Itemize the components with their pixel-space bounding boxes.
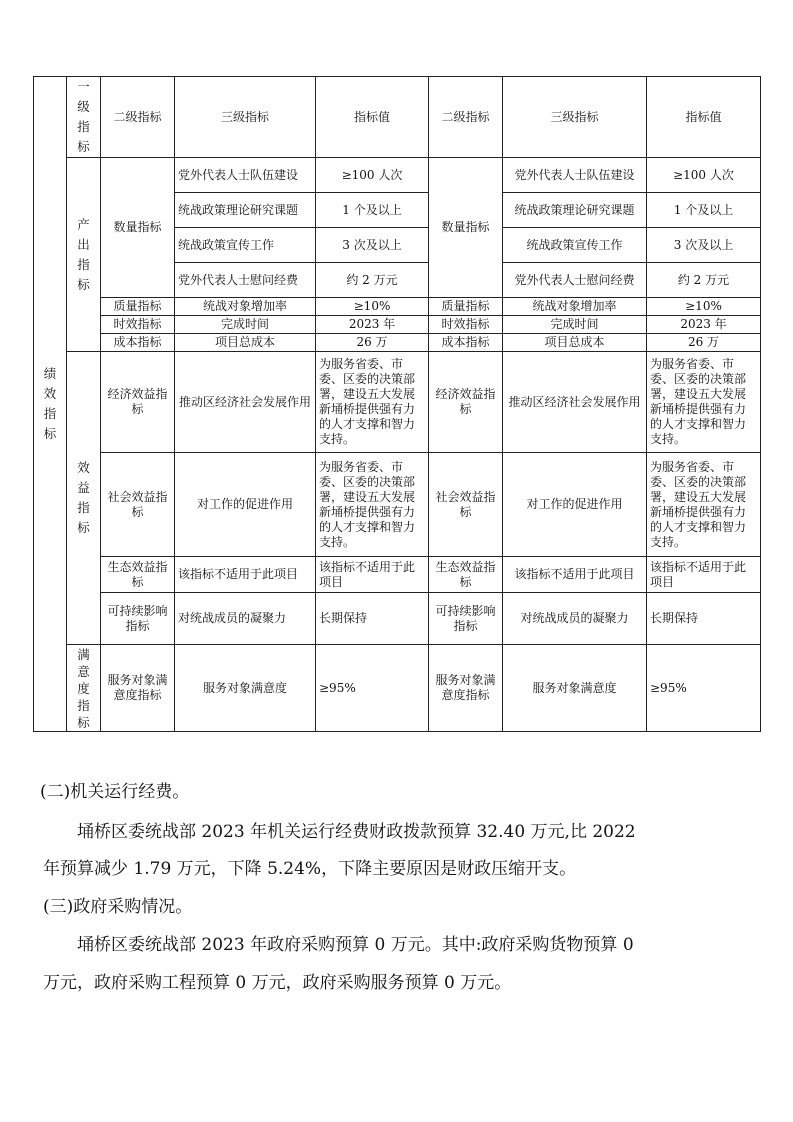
satisfaction-sub-label: 服务对象满意度指标 [101, 645, 175, 732]
indicator-name: 党外代表人士慰问经费 [503, 263, 647, 298]
indicator-name: 推动区经济社会发展作用 [503, 352, 647, 453]
quality-label: 质量指标 [101, 298, 175, 316]
table-row [34, 158, 761, 193]
cost-label: 成本指标 [101, 334, 175, 352]
indicator-name: 统战政策理论研究课题 [503, 193, 647, 228]
benefit-label-cell: 效 益 指 标 [67, 352, 101, 645]
table-row [34, 334, 761, 352]
header-level3-right: 三级指标 [503, 77, 647, 158]
performance-indicator-table [33, 76, 761, 732]
indicator-value: 为服务省委、市委、区委的决策部署，建设五大发展新埇桥提供强有力的人才支撑和智力支持。 [316, 352, 429, 453]
social-label: 社会效益指标 [429, 453, 503, 557]
indicator-name: 该指标不适用于此项目 [175, 557, 316, 593]
table-row [34, 453, 761, 557]
quantity-label-left: 数量指标 [101, 158, 175, 298]
header-level3-left: 三级指标 [175, 77, 316, 158]
indicator-value: ≥10% [316, 298, 429, 316]
ecological-label: 生态效益指标 [101, 557, 175, 593]
table-row [34, 645, 761, 732]
indicator-name: 服务对象满意度 [503, 645, 647, 732]
indicator-name: 推动区经济社会发展作用 [175, 352, 316, 453]
timeliness-label: 时效指标 [101, 316, 175, 334]
section-title-operating-funds: (二)机关运行经费。 [40, 782, 190, 802]
table-row [34, 298, 761, 316]
indicator-name: 党外代表人士队伍建设 [503, 158, 647, 193]
indicator-name: 完成时间 [503, 316, 647, 334]
indicator-value: ≥100 人次 [316, 158, 429, 193]
indicator-value: 为服务省委、市委、区委的决策部署，建设五大发展新埇桥提供强有力的人才支撑和智力支持。 [647, 453, 761, 557]
indicator-value: ≥10% [647, 298, 761, 316]
indicator-value: ≥95% [316, 645, 429, 732]
header-value-right: 指标值 [647, 77, 761, 158]
header-level1: 一 级 指 标 [67, 77, 101, 158]
indicator-value: 该指标不适用于此项目 [647, 557, 761, 593]
indicator-name: 统战对象增加率 [175, 298, 316, 316]
timeliness-label: 时效指标 [429, 316, 503, 334]
indicator-name: 统战政策宣传工作 [503, 228, 647, 263]
satisfaction-sub-label: 服务对象满意度指标 [429, 645, 503, 732]
indicator-value: ≥100 人次 [647, 158, 761, 193]
section-title-procurement: (三)政府采购情况。 [43, 897, 193, 917]
cost-label: 成本指标 [429, 334, 503, 352]
indicator-name: 对统战成员的凝聚力 [503, 593, 647, 645]
indicator-value: 约 2 万元 [647, 263, 761, 298]
indicator-name: 统战对象增加率 [503, 298, 647, 316]
indicator-name: 完成时间 [175, 316, 316, 334]
header-value-left: 指标值 [316, 77, 429, 158]
indicator-value: 3 次及以上 [316, 228, 429, 263]
indicator-name: 统战政策理论研究课题 [175, 193, 316, 228]
output-label-cell: 产 出 指 标 [67, 158, 101, 352]
table-row [34, 557, 761, 593]
indicator-name: 项目总成本 [503, 334, 647, 352]
economic-label: 经济效益指标 [101, 352, 175, 453]
sustainable-label: 可持续影响指标 [101, 593, 175, 645]
table-header-row [34, 77, 761, 158]
outer-label-cell: 绩 效 指 标 [34, 77, 67, 732]
indicator-name: 该指标不适用于此项目 [503, 557, 647, 593]
indicator-value: 1 个及以上 [316, 193, 429, 228]
indicator-value: 2023 年 [647, 316, 761, 334]
indicator-value: 为服务省委、市委、区委的决策部署，建设五大发展新埇桥提供强有力的人才支撑和智力支持。 [316, 453, 429, 557]
quantity-label-right: 数量指标 [429, 158, 503, 298]
indicator-value: 26 万 [316, 334, 429, 352]
indicator-name: 对统战成员的凝聚力 [175, 593, 316, 645]
indicator-value: 26 万 [647, 334, 761, 352]
indicator-value: 3 次及以上 [647, 228, 761, 263]
indicator-value: 为服务省委、市委、区委的决策部署，建设五大发展新埇桥提供强有力的人才支撑和智力支持。 [647, 352, 761, 453]
indicator-name: 项目总成本 [175, 334, 316, 352]
sustainable-label: 可持续影响指标 [429, 593, 503, 645]
indicator-value: 该指标不适用于此项目 [316, 557, 429, 593]
indicator-name: 党外代表人士队伍建设 [175, 158, 316, 193]
indicator-name: 对工作的促进作用 [503, 453, 647, 557]
header-level2-right: 二级指标 [429, 77, 503, 158]
indicator-value: 长期保持 [647, 593, 761, 645]
header-level2-left: 二级指标 [101, 77, 175, 158]
indicator-name: 对工作的促进作用 [175, 453, 316, 557]
economic-label: 经济效益指标 [429, 352, 503, 453]
paragraph-line: 年预算减少 1.79 万元，下降 5.24%，下降主要原因是财政压缩开支。 [43, 859, 577, 879]
ecological-label: 生态效益指标 [429, 557, 503, 593]
table-row [34, 352, 761, 453]
indicator-value: 2023 年 [316, 316, 429, 334]
indicator-name: 党外代表人士慰问经费 [175, 263, 316, 298]
table-row [34, 316, 761, 334]
social-label: 社会效益指标 [101, 453, 175, 557]
indicator-name: 统战政策宣传工作 [175, 228, 316, 263]
satisfaction-label-cell: 满 意 度 指 标 [67, 645, 101, 732]
table-row [34, 593, 761, 645]
indicator-value: ≥95% [647, 645, 761, 732]
paragraph-line: 埇桥区委统战部 2023 年政府采购预算 0 万元。其中:政府采购货物预算 0 [77, 935, 634, 955]
indicator-name: 服务对象满意度 [175, 645, 316, 732]
indicator-value: 约 2 万元 [316, 263, 429, 298]
indicator-value: 1 个及以上 [647, 193, 761, 228]
paragraph-line: 埇桥区委统战部 2023 年机关运行经费财政拨款预算 32.40 万元,比 2022 [77, 822, 636, 842]
paragraph-line: 万元，政府采购工程预算 0 万元，政府采购服务预算 0 万元。 [43, 973, 512, 993]
indicator-value: 长期保持 [316, 593, 429, 645]
quality-label: 质量指标 [429, 298, 503, 316]
